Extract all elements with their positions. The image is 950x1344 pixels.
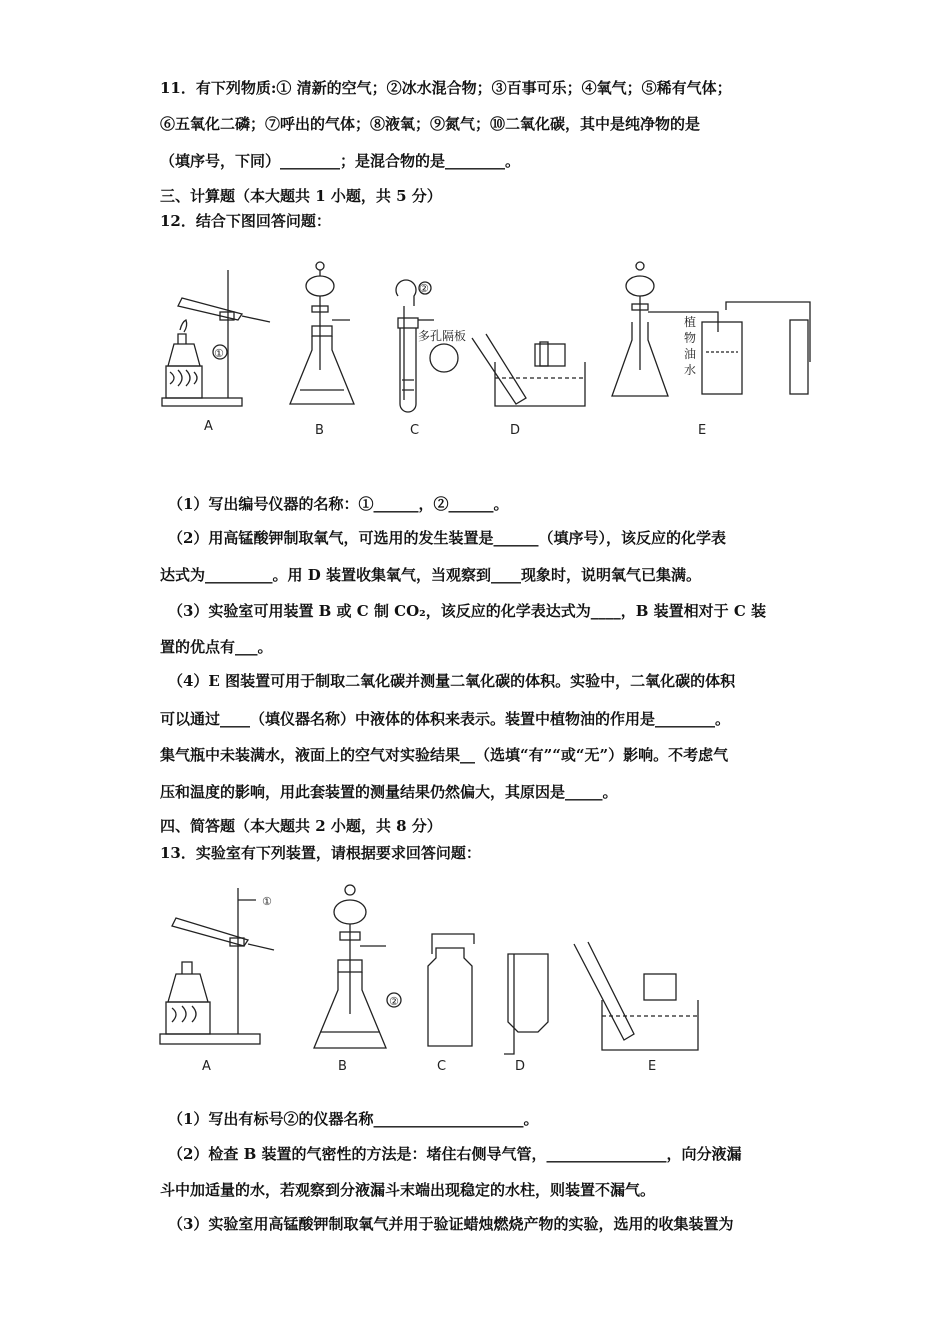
q13-label-d: D — [515, 1059, 526, 1074]
q13-label-a: A — [202, 1059, 211, 1074]
section-3-heading: 三、计算题（本大题共 1 小题，共 5 分） — [160, 187, 442, 205]
q12-title: 12．结合下图回答问题： — [160, 212, 331, 230]
q13-title: 13．实验室有下列装置，请根据要求回答问题： — [160, 844, 481, 862]
q12-part-4-line-3: 集气瓶中未装满水，液面上的空气对实验结果__（选填“有”“或“无”）影响。不考虑气 — [160, 746, 729, 764]
q13-part-1: （1）写出有标号②的仪器名称____________________。 — [168, 1110, 539, 1128]
q13-apparatus-c — [428, 934, 474, 1046]
section-4-heading: 四、简答题（本大题共 2 小题，共 8 分） — [160, 817, 442, 835]
q12-label-b: B — [315, 423, 324, 438]
q11-line-3: （填序号，下同）________；是混合物的是________。 — [160, 152, 521, 170]
q11-line-1: 11．有下列物质:① 清新的空气；②冰水混合物；③百事可乐；④氧气；⑤稀有气体； — [160, 79, 732, 97]
q12-part-3-line-2: 置的优点有___。 — [160, 638, 273, 656]
q13-marker-1: ① — [262, 895, 272, 908]
q12-part-3-line-1: （3）实验室可用装置 B 或 C 制 CO₂，该反应的化学表达式为____，B 装置相对于 C 装 — [168, 602, 767, 620]
q12-apparatus-e — [612, 262, 810, 396]
q12-label-a: A — [204, 419, 213, 434]
q13-part-2-line-1: （2）检查 B 装置的气密性的方法是：堵住右侧导气管，________________，向分液漏 — [168, 1145, 742, 1163]
q12-apparatus-b — [290, 262, 354, 404]
q12-part-4-line-1: （4）E 图装置可用于制取二氧化碳并测量二氧化碳的体积。实验中，二氧化碳的体积 — [168, 672, 736, 690]
q13-apparatus-a — [160, 888, 274, 1044]
q12-marker-1: ① — [214, 347, 224, 360]
q12-porous-plate-label: 多孔隔板 — [418, 329, 467, 343]
q13-part-3-line-1: （3）实验室用高锰酸钾制取氧气并用于验证蜡烛燃烧产物的实验，选用的收集装置为 — [168, 1215, 734, 1233]
q12-oil-label-3: 油 — [684, 347, 697, 361]
q13-label-b: B — [338, 1059, 347, 1074]
q12-label-c: C — [410, 423, 420, 438]
q12-part-1: （1）写出编号仪器的名称：①______，②______。 — [168, 495, 509, 513]
q12-part-4-line-4: 压和温度的影响，用此套装置的测量结果仍然偏大，其原因是_____。 — [160, 783, 618, 801]
q13-part-2-line-2: 斗中加适量的水，若观察到分液漏斗末端出现稳定的水柱，则装置不漏气。 — [160, 1181, 656, 1199]
q12-oil-label-1: 植 — [684, 315, 697, 329]
q13-apparatus-d — [504, 954, 548, 1054]
q12-label-d: D — [510, 423, 521, 438]
q12-water-label: 水 — [684, 363, 697, 377]
q12-part-2-line-1: （2）用高锰酸钾制取氧气，可选用的发生装置是______（填序号），该反应的化学表 — [168, 529, 726, 547]
q13-label-c: C — [437, 1059, 447, 1074]
q12-label-e: E — [698, 423, 707, 438]
q12-part-4-line-2: 可以通过____（填仪器名称）中液体的体积来表示。装置中植物油的作用是________。 — [160, 710, 731, 728]
q12-apparatus-c — [396, 280, 458, 412]
q13-label-e: E — [648, 1059, 657, 1074]
q11-line-2: ⑥五氧化二磷；⑦呼出的气体；⑧液氧；⑨氮气；⑩二氧化碳，其中是纯净物的是 — [160, 115, 701, 133]
q12-figure — [150, 240, 850, 450]
q12-oil-label-2: 物 — [684, 331, 697, 345]
q13-apparatus-b — [314, 885, 401, 1048]
q12-apparatus-a — [162, 270, 270, 406]
q12-marker-2: ② — [419, 282, 429, 295]
q12-apparatus-d — [472, 334, 585, 406]
q12-part-2-line-2: 达式为_________。用 D 装置收集氧气，当观察到____现象时，说明氧气已集满。 — [160, 566, 701, 584]
q13-apparatus-e — [574, 942, 698, 1050]
q13-figure — [150, 874, 710, 1084]
q13-marker-2: ② — [389, 995, 399, 1008]
